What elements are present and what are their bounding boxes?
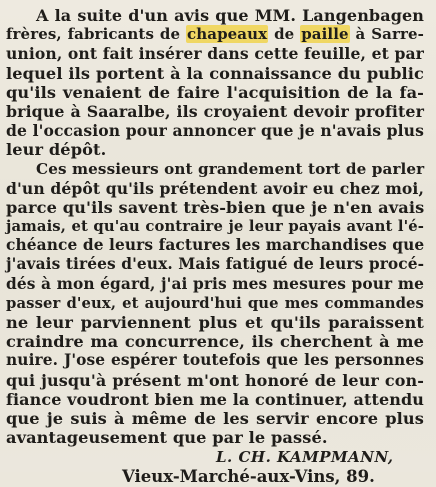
- advertisement-text: [6, 6, 424, 487]
- signature-name: L. CH. KAMPMANN,: [216, 448, 394, 467]
- text-line: Ces messieurs ont grandement tort de parler: [36, 159, 425, 178]
- text-line: frères, fabricants de chapeaux de paille à Sarre-: [6, 25, 424, 44]
- text-line: qui jusqu'à présent m'ont honoré de leur con-: [6, 370, 424, 390]
- text-line: union, ont fait insérer dans cette feuille, et par: [6, 44, 424, 64]
- text-line: parce qu'ils savent très-bien que je n'en avais: [6, 197, 425, 217]
- text-line: de l'occasion pour annoncer que je n'avais plus: [6, 121, 424, 141]
- text-line: que je suis à même de les servir encore plus: [6, 408, 424, 428]
- signature-address: Vieux-Marché-aux-Vins, 89.: [122, 467, 375, 487]
- highlighted-word-paille: paille: [301, 25, 349, 44]
- text-line: passer d'eux, et aujourd'hui que mes commandes: [6, 294, 424, 312]
- text-line: chéance de leurs factures les marchandises que: [6, 236, 425, 255]
- text-line: brique à Saaralbe, ils croyaient devoir profiter: [6, 101, 424, 121]
- text-line: fiance voudront bien me la continuer, attendu: [6, 389, 424, 409]
- text-line: qu'ils venaient de faire l'acquisition de la fa-: [6, 82, 424, 102]
- text-line: ne leur parviennent plus et qu'ils paraissent: [6, 313, 424, 332]
- text-line: jamais, et qu'au contraire je leur payais avant l'é-: [6, 218, 424, 236]
- text-line: craindre ma concurrence, ils cherchent à me: [6, 332, 424, 352]
- text-line: lequel ils portent à la connaissance du public: [6, 63, 424, 83]
- text-line: A la suite d'un avis que MM. Langenbagen: [36, 6, 424, 25]
- text-line: nuire. J'ose espérer toutefois que les personnes: [6, 351, 424, 370]
- text-line: j'avais tirées d'eux. Mais fatigué de leurs procé-: [6, 255, 425, 274]
- highlighted-word-chapeaux: chapeaux: [187, 25, 268, 44]
- text-line: dés à mon égard, j'ai pris mes mesures pour me: [6, 274, 424, 293]
- text-line: leur dépôt.: [6, 140, 107, 160]
- text-line: avantageusement que par le passé.: [6, 428, 328, 448]
- text-line: d'un dépôt qu'ils prétendent avoir eu chez moi,: [6, 178, 424, 198]
